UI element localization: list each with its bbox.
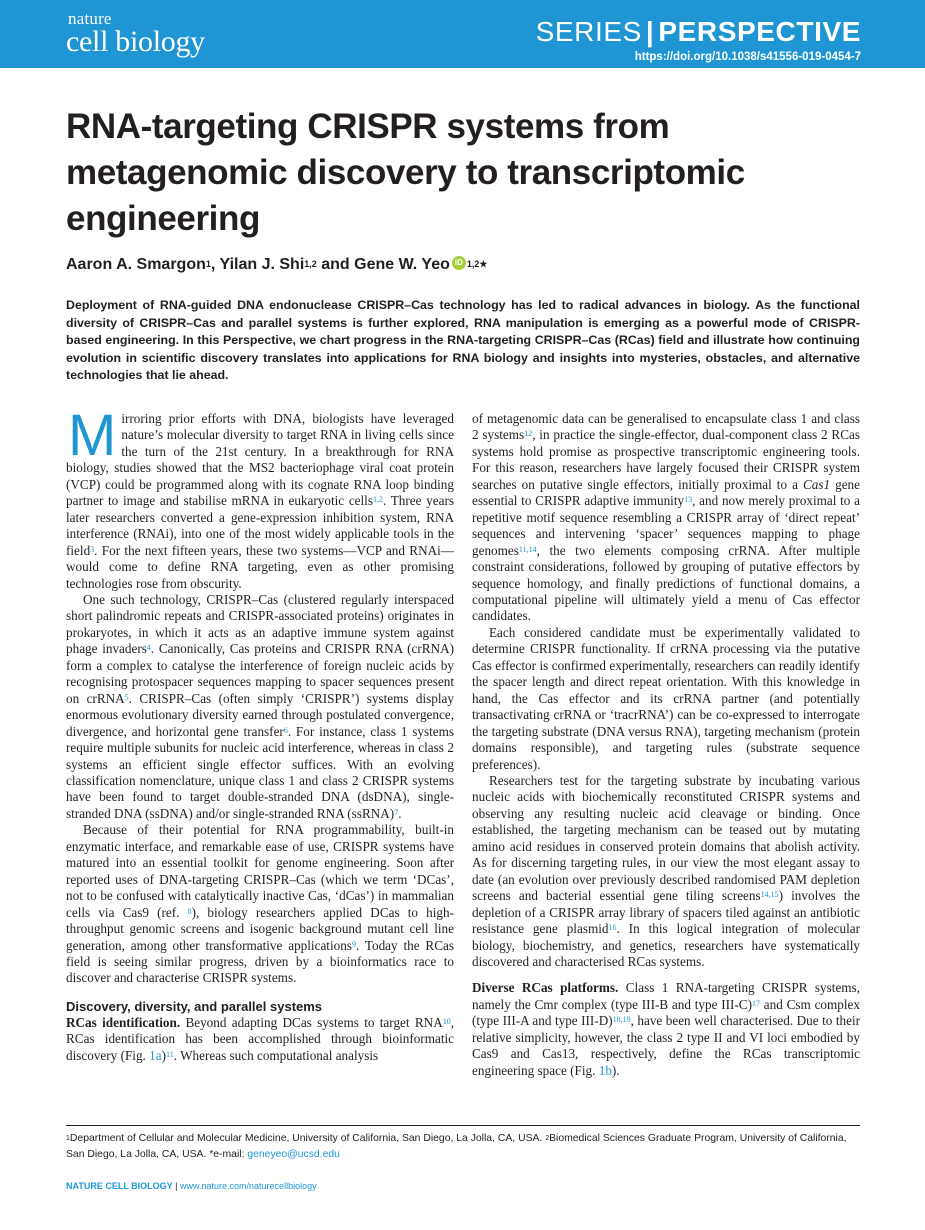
text-run: . Three years later researchers converted a gene-expression inhibition system, RNA interference (RNAi), into one of the most widely applicable tools in the field (66, 493, 454, 558)
text-run: , in practice the single-effector, dual-component class 2 RCas systems hold promise as prospective transcriptomic engineering tools. For this reason, researchers have largely focused their CRISPR system searches on putative single effectors, initially proximal to a (472, 427, 861, 492)
body-paragraph-2: Each considered candidate must be experimentally validated to determine CRISPR functionality. If crRNA processing via the putative Cas effector is confirmed experimentally, researchers can readily identify the spacer length and direct repeat orientation. With this knowledge in hand, the Cas effector and its crRNA partner (and potentially transactivating crRNA or ‘tracrRNA’) can be co-expressed to interrogate the targeting substrate (DNA versus RNA), targeting mechanism (protein domains responsible), and targeting rules (substrate sequence preferences). (472, 624, 860, 772)
citation-link[interactable]: 9 (351, 939, 356, 949)
author-1[interactable]: Aaron A. Smargon (66, 256, 206, 273)
citation-link[interactable]: 18,19 (612, 1015, 631, 1025)
paragraph-gap (472, 970, 860, 980)
text-run: ) (161, 1047, 167, 1063)
body-column-right (472, 411, 860, 1079)
figure-link[interactable]: 1b (598, 1062, 612, 1078)
intro-paragraph-2 (66, 592, 454, 822)
body-paragraph-1 (472, 411, 860, 625)
page-footer (66, 1180, 317, 1192)
author-3-affiliation: 1,2★ (466, 259, 488, 269)
citation-link[interactable]: 7 (394, 807, 399, 817)
journal-name-line1: nature (68, 9, 112, 28)
citation-link[interactable]: 14,15 (760, 890, 779, 900)
doi-link[interactable]: https://doi.org/10.1038/s41556-019-0454-7 (634, 51, 861, 63)
author-and: and (316, 256, 355, 273)
text-run: One such technology, CRISPR–Cas (clustered regularly interspaced short palindromic repeats and CRISPR-associated proteins) originates in prokaryotes, in which it acts as an adaptive immune system against phage invaders (66, 591, 454, 657)
abstract: Deployment of RNA-guided DNA endonuclease CRISPR–Cas technology has led to radical advances in biology. As the functional diversity of CRISPR–Cas and parallel systems is further explored, RNA manipulation is emerging as a powerful mode of CRISPR-based engineering. In this Perspective, we chart progress in the RNA-targeting CRISPR–Cas (RCas) field and illustrate how continuing evolution in scientific discovery translates into applications for RNA biology and insights into mysteries, obstacles, and alternative technologies that lie ahead. (66, 298, 860, 383)
citation-link[interactable]: 1,2 (372, 495, 383, 505)
citation-link[interactable]: 16 (608, 923, 617, 933)
text-run: Because of their potential for RNA programmability, built-in enzymatic interface, and remarkable ease of use, CRISPR systems have matured into an essential toolkit for genome engineering. Soon after reported uses of DNA-targeting CRISPR–Cas (which we term ‘DCas’, not to be confused with catalytically inactive Cas, ‘dCas’) in mammalian cells via Cas9 (ref. (66, 822, 454, 920)
citation-link[interactable]: 12 (524, 429, 533, 439)
citation-link[interactable]: 17 (752, 998, 760, 1008)
run-in-heading: RCas identification. (66, 1014, 181, 1030)
text-run: . Today the RCas field is seeing similar progress, driven by a bioinformatics race to discover and characterise CRISPR systems. (66, 937, 455, 986)
author-separator: , (210, 256, 220, 273)
body-paragraph-3 (472, 773, 860, 970)
citation-link[interactable]: 8 (187, 906, 192, 916)
text-run: irroring prior efforts with DNA, biologists have leveraged nature’s molecular diversity to target RNA in living cells since the turn of the 21st century. In a breakthrough for RNA biology, studies showed that the MS2 bacteriophage viral coat protein (VCP) could be programmed along with its cognate RNA loop binding partner to image and stabilise mRNA in eukaryotic cells (66, 411, 454, 509)
footer-separator: | (172, 1181, 181, 1191)
text-run: . For instance, class 1 systems require multiple subunits for nucleic acid interference, whereas in class 2 systems an efficient single effector suffices. With an evolving classification nomenclature, unique class 1 and class 2 CRISPR systems have been found to target double-stranded DNA (dsDNA), single-stranded DNA (ssDNA) and/or single-stranded RNA (ssRNA) (66, 723, 454, 821)
text-run: , the two elements composing crRNA. After multiple constraint considerations, followed by grouping of putative effectors by sequence homology, and finally predictions of functional domains, a computational pipeline will ultimately yield a menu of Cas effector candidates. (472, 542, 860, 624)
footnote-divider (66, 1125, 860, 1126)
journal-header-band (0, 0, 925, 68)
citation-link[interactable]: 4 (146, 643, 151, 653)
text-run: Class 1 RNA-targeting CRISPR systems, namely the Cmr complex (type III-B and type III-C) (472, 980, 860, 1012)
journal-name-line2: cell biology (66, 25, 205, 58)
text-run: gene essential to CRISPR adaptive immunity (472, 476, 860, 509)
text-run: . Whereas such computational analysis (173, 1047, 379, 1063)
affiliation-1: Department of Cellular and Molecular Medicine, University of California, San Diego, La Jolla, CA, USA. (69, 1133, 546, 1144)
series-word: SERIES (535, 16, 642, 47)
body-column-left (66, 403, 455, 1064)
author-list (66, 255, 487, 275)
affiliation-number: 2 (545, 1135, 550, 1142)
citation-link[interactable]: 13 (684, 495, 693, 505)
text-run: ), biology researchers applied DCas to high-throughput genomic screens and isogenic background mutant cell line generation, among other transformative applications (66, 904, 455, 953)
orcid-icon[interactable]: iD (452, 256, 466, 270)
footer-journal-name: NATURE CELL BIOLOGY (66, 1181, 173, 1191)
series-label (536, 17, 861, 47)
text-run: ). (611, 1062, 620, 1078)
intro-paragraph-3 (66, 822, 454, 987)
intro-paragraph-1 (66, 403, 454, 592)
series-separator: | (645, 16, 655, 47)
email-label: *e-mail: (209, 1149, 248, 1160)
citation-link[interactable]: 10 (442, 1016, 451, 1026)
text-run: . (398, 805, 402, 821)
citation-link[interactable]: 11 (166, 1049, 174, 1059)
affiliation-2: Biomedical Sciences Graduate Program, University of California, San Diego, La Jolla, CA, USA. (66, 1133, 847, 1160)
footer-url-link[interactable]: www.nature.com/naturecellbiology (180, 1181, 317, 1191)
citation-link[interactable]: 6 (283, 725, 288, 735)
drop-cap: M (68, 403, 117, 468)
figure-link[interactable]: 1a (149, 1047, 162, 1063)
author-2-affiliation: 1,2 (304, 259, 317, 269)
text-run: . For the next fifteen years, these two systems—VCP and RNAi—would come to define RNA targeting, even as other promising technologies rose from obscurity. (66, 542, 454, 591)
article-title: RNA-targeting CRISPR systems from metagenomic discovery to transcriptomic engineering (66, 107, 745, 238)
text-run: Beyond adapting DCas systems to target RNA (180, 1014, 443, 1030)
text-run: and Csm complex (type III-A and type III-D) (472, 996, 860, 1029)
affiliation-footnote (66, 1131, 860, 1163)
rcas-platforms-paragraph (472, 980, 860, 1079)
citation-link[interactable]: 3 (90, 544, 95, 554)
text-run: . CRISPR–Cas (often simply ‘CRISPR’) systems display enormous evolutionary diversity earned through postulated convergence, divergence, and horizontal gene transfer (66, 690, 454, 739)
text-run: of metagenomic data can be generalised to encapsulate class 1 and class 2 systems (472, 411, 860, 443)
run-in-heading: Diverse RCas platforms. (472, 980, 619, 996)
email-link[interactable]: geneyeo@ucsd.edu (247, 1149, 340, 1160)
author-1-affiliation: 1 (205, 259, 211, 269)
gene-name: Cas1 (802, 476, 831, 492)
text-run: ) involves the depletion of a CRISPR array library of spacers tiled against an antibiotic resistance gene plasmid (472, 888, 860, 937)
rcas-identification-paragraph (66, 1015, 454, 1064)
text-run: , have been well characterised. Due to their relative simplicity, however, the class 2 type II and VI loci embodied by Cas9 and Cas13, respectively, define the RCas transcriptomic engineering space (Fig. (472, 1013, 861, 1078)
section-heading: Discovery, diversity, and parallel systems (66, 998, 323, 1014)
author-3[interactable]: Gene W. Yeo (354, 256, 450, 273)
text-run: , and now merely proximal to a repetitive motif sequence resembling a CRISPR array of ‘direct repeat’ sequences and intervening ‘spacer’ sequences mapping to phage genomes (472, 493, 860, 558)
author-2[interactable]: Yilan J. Shi (219, 256, 305, 273)
affiliation-number: 1 (66, 1135, 70, 1142)
text-run: Researchers test for the targeting substrate by incubating various nucleic acids with biochemically reconstituted CRISPR systems and observing any resulting nucleic acid cleavage or binding. Once established, the targeting mechanism can be teased out by mutating amino acid residues in conserved protein domains that abolish activity. As for discerning targeting rules, in our view the most elegant assay to date (an evolution over previously described randomised PAM depletion screens and bacterial essential gene tiling screens (472, 772, 860, 904)
text-run: , RCas identification has been accomplished through bioinformatic discovery (Fig. (66, 1014, 455, 1063)
text-run: . Canonically, Cas proteins and CRISPR RNA (crRNA) form a complex to catalyse the interference of foreign nucleic acids by recognising protospacer sequences mapping to spacer sequences present on crRNA (66, 641, 454, 706)
citation-link[interactable]: 5 (124, 692, 129, 702)
citation-link[interactable]: 11,14 (518, 544, 537, 554)
text-run: . In this logical integration of molecular biology, biochemistry, and genetics, researchers have systematically discovered and characterised RCas systems. (472, 921, 860, 969)
article-type: PERSPECTIVE (658, 16, 861, 47)
